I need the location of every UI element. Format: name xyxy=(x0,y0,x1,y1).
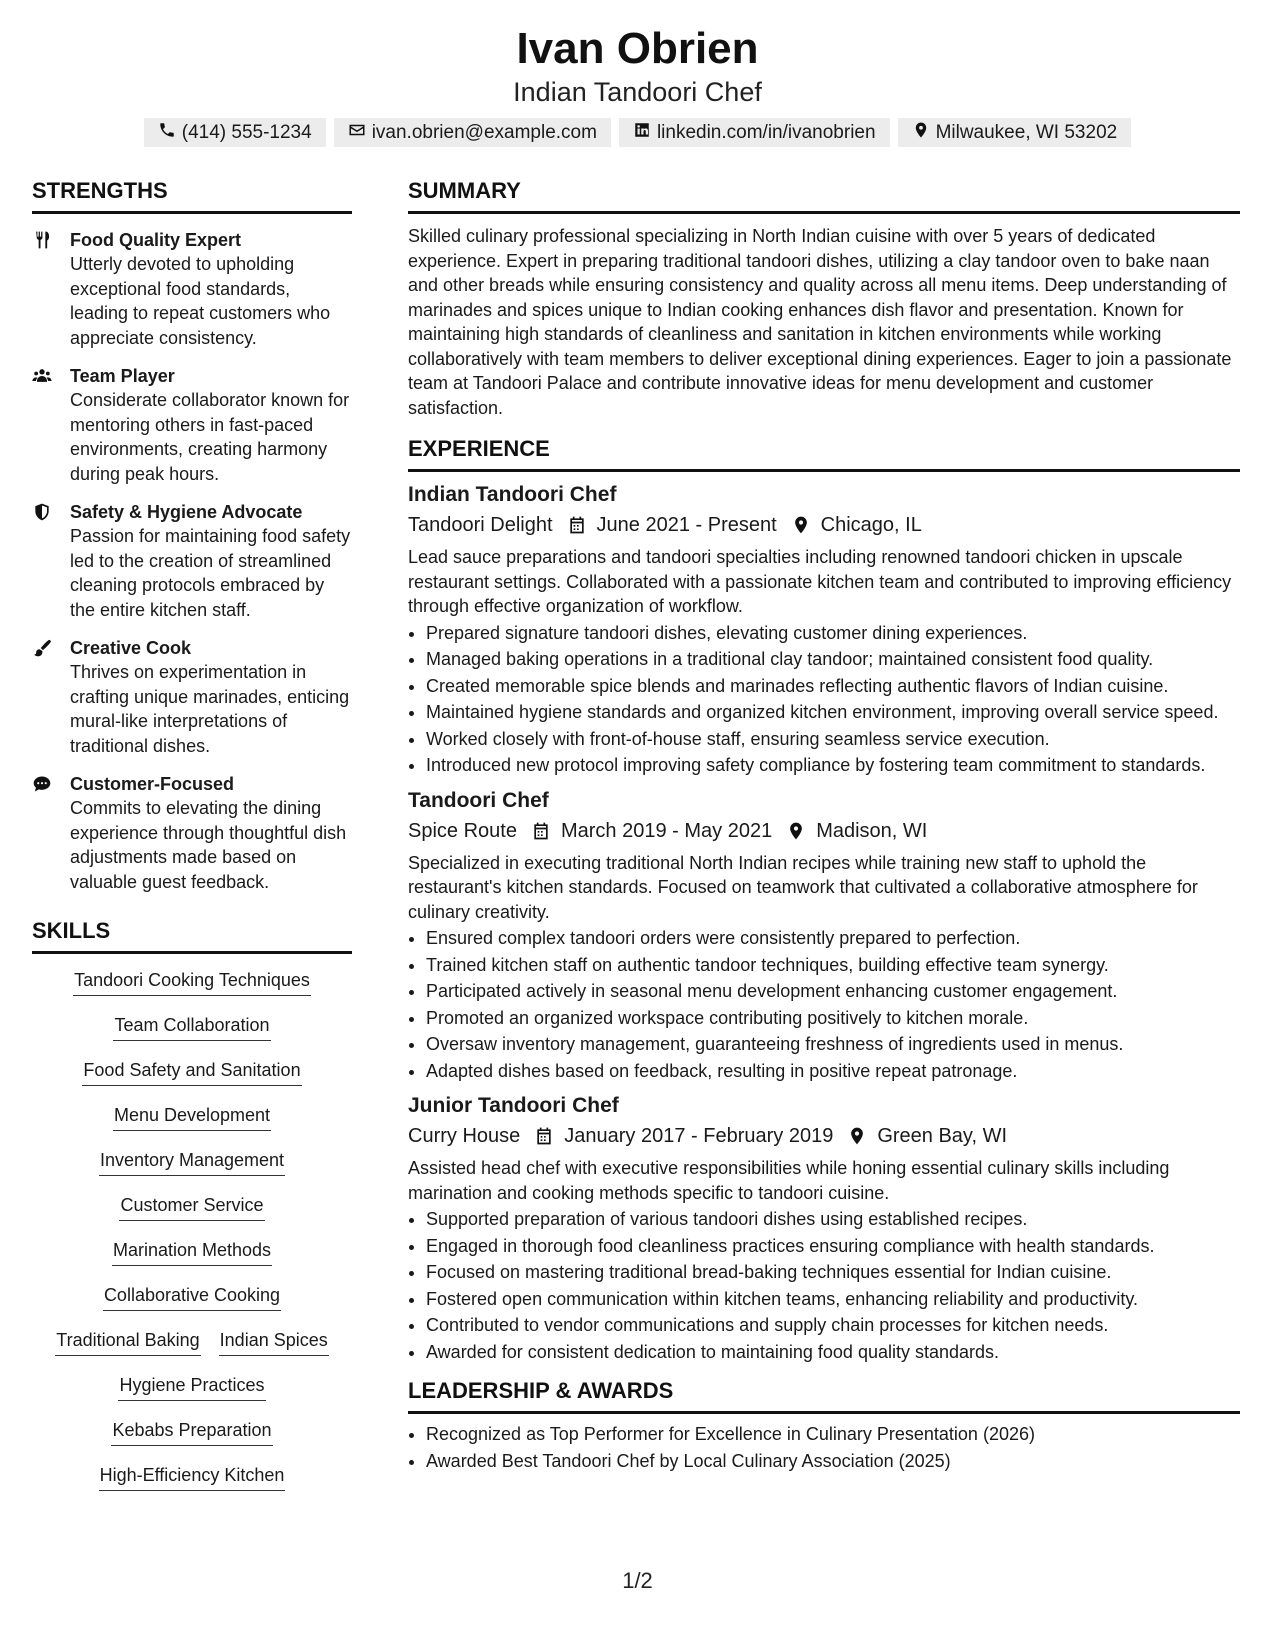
phone-icon xyxy=(158,121,176,145)
candidate-name: Ivan Obrien xyxy=(516,24,759,73)
strength-desc: Thrives on experimentation in crafting unique marinades, enticing mural-like interpretations of traditional dishes. xyxy=(70,662,350,756)
map-pin-icon xyxy=(786,821,806,841)
right-column xyxy=(408,176,1240,1475)
utensils-icon xyxy=(32,228,70,350)
job-bullets xyxy=(408,1207,1240,1364)
list-item: • Promoted an organized workspace contributing positively to kitchen morale. xyxy=(426,1006,1240,1031)
skill-tag: Marination Methods xyxy=(112,1238,272,1266)
shield-icon xyxy=(32,500,70,622)
skills-heading: SKILLS xyxy=(32,916,352,954)
job-meta xyxy=(408,510,1240,540)
job-meta xyxy=(408,1121,1240,1151)
job-title: Indian Tandoori Chef xyxy=(408,483,617,506)
location-text: Milwaukee, WI 53202 xyxy=(935,121,1118,143)
strengths-heading: STRENGTHS xyxy=(32,176,352,214)
list-item: • Managed baking operations in a traditional clay tandoor; maintained consistent food quality. xyxy=(426,647,1240,672)
strength-desc: Utterly devoted to upholding exceptional food standards, leading to repeat customers who appreciate consistency. xyxy=(70,254,331,348)
awards-heading: LEADERSHIP & AWARDS xyxy=(408,1376,1240,1414)
list-item: • Maintained hygiene standards and organized kitchen environment, improving overall service speed. xyxy=(426,700,1240,725)
job-company: Tandoori Delight xyxy=(408,514,553,536)
list-item: • Introduced new protocol improving safety compliance by fostering team commitment to standards. xyxy=(426,753,1240,778)
list-item: • Focused on mastering traditional bread-baking techniques essential for Indian cuisine. xyxy=(426,1260,1240,1285)
job-location: Madison, WI xyxy=(816,819,928,842)
strength-title: Safety & Hygiene Advocate xyxy=(70,502,303,522)
list-item: • Adapted dishes based on feedback, resulting in positive repeat patronage. xyxy=(426,1059,1240,1084)
job-dates: January 2017 - February 2019 xyxy=(564,1125,834,1147)
list-item: • Worked closely with front-of-house staff, ensuring seamless service execution. xyxy=(426,727,1240,752)
map-pin-icon xyxy=(912,121,930,145)
strength-title: Creative Cook xyxy=(70,638,192,658)
skills-list xyxy=(32,968,352,1508)
strength-desc: Passion for maintaining food safety led to the creation of streamlined cleaning protocols embraced by the entire kitchen staff. xyxy=(70,526,351,620)
contact-email[interactable] xyxy=(334,118,611,147)
skill-tag: Indian Spices xyxy=(219,1328,329,1356)
job-entry xyxy=(408,786,1240,1084)
strength-title: Customer-Focused xyxy=(70,774,235,794)
list-item: • Awarded Best Tandoori Chef by Local Culinary Association (2025) xyxy=(426,1449,1240,1474)
job-bullets xyxy=(408,621,1240,778)
calendar-icon xyxy=(531,821,551,841)
summary-heading: SUMMARY xyxy=(408,176,1240,214)
email-text: ivan.obrien@example.com xyxy=(371,121,597,143)
list-item: • Contributed to vendor communications and supply chain processes for kitchen needs. xyxy=(426,1313,1240,1338)
list-item: • Supported preparation of various tandoori dishes using established recipes. xyxy=(426,1207,1240,1232)
skill-tag: Food Safety and Sanitation xyxy=(82,1058,301,1086)
skill-tag: High-Efficiency Kitchen xyxy=(99,1463,286,1491)
summary-text: Skilled culinary professional specializing in North Indian cuisine with over 5 years of dedicated experience. Expert in preparing traditional tandoori dishes, utilizing a clay tandoor oven to bake naan and other breads while ensuring consistency and quality across all menu items. Deep understanding of marinades and spices unique to Indian cooking enhances dish flavor and presentation. Known for maintaining high standards of cleanliness and sanitation in kitchen environments while working collaboratively with team members to deliver exceptional dining experiences. Eager to join a passionate team at Tandoori Palace and contribute innovative ideas for menu development and customer satisfaction. xyxy=(408,226,1232,418)
contact-bar xyxy=(0,118,1275,147)
map-pin-icon xyxy=(791,515,811,535)
page-number: 1/2 xyxy=(622,1568,653,1593)
list-item: • Awarded for consistent dedication to maintaining food quality standards. xyxy=(426,1340,1240,1365)
list-item: • Oversaw inventory management, guaranteeing freshness of ingredients used in menus. xyxy=(426,1032,1240,1057)
job-title: Junior Tandoori Chef xyxy=(408,1094,619,1117)
job-dates: June 2021 - Present xyxy=(596,514,777,536)
contact-linkedin[interactable] xyxy=(619,118,890,147)
experience-heading: EXPERIENCE xyxy=(408,434,1240,472)
strength-item xyxy=(32,364,352,486)
strength-desc: Commits to elevating the dining experience through thoughtful dish adjustments made based on valuable guest feedback. xyxy=(70,798,347,892)
job-description: Specialized in executing traditional North Indian recipes while training new staff to uphold the restaurant's kitchen standards. Focused on teamwork that cultivated a collaborative atmosphere for culinary creativity. xyxy=(408,852,1198,922)
list-item: • Prepared signature tandoori dishes, elevating customer dining experiences. xyxy=(426,621,1240,646)
skill-tag: Kebabs Preparation xyxy=(111,1418,272,1446)
skill-tag: Team Collaboration xyxy=(113,1013,270,1041)
job-entry xyxy=(408,1091,1240,1364)
users-icon xyxy=(32,364,70,486)
job-entry xyxy=(408,480,1240,778)
list-item: • Participated actively in seasonal menu development enhancing customer engagement. xyxy=(426,979,1240,1004)
envelope-icon xyxy=(348,121,366,145)
job-company: Spice Route xyxy=(408,819,517,842)
strength-title: Food Quality Expert xyxy=(70,230,242,250)
list-item: • Engaged in thorough food cleanliness practices ensuring compliance with health standards. xyxy=(426,1234,1240,1259)
job-bullets xyxy=(408,926,1240,1083)
job-description: Lead sauce preparations and tandoori specialties including renowned tandoori chicken in upscale restaurant settings. Collaborated with a passionate kitchen team and contributed to improving efficiency through effective organization of workflow. xyxy=(408,547,1232,616)
skill-tag: Inventory Management xyxy=(99,1148,285,1176)
candidate-title: Indian Tandoori Chef xyxy=(513,77,762,107)
skill-tag: Tandoori Cooking Techniques xyxy=(73,968,311,996)
contact-location xyxy=(898,118,1132,147)
list-item: • Fostered open communication within kitchen teams, enhancing reliability and productivity. xyxy=(426,1287,1240,1312)
job-company: Curry House xyxy=(408,1125,521,1147)
calendar-icon xyxy=(534,1126,554,1146)
job-description: Assisted head chef with executive responsibilities while honing essential culinary skills including marination and cooking methods specific to tandoori cuisine. xyxy=(408,1158,1170,1203)
job-meta xyxy=(408,816,1240,846)
skill-tag: Hygiene Practices xyxy=(118,1373,265,1401)
list-item: • Created memorable spice blends and marinades reflecting authentic flavors of Indian cuisine. xyxy=(426,674,1240,699)
strength-item xyxy=(32,772,352,894)
strength-desc: Considerate collaborator known for mentoring others in fast-paced environments, creating harmony during peak hours. xyxy=(70,390,350,484)
left-column xyxy=(32,176,352,1508)
linkedin-text: linkedin.com/in/ivanobrien xyxy=(656,121,876,143)
job-location: Chicago, IL xyxy=(820,514,922,536)
skill-tag: Traditional Baking xyxy=(55,1328,200,1356)
strength-item xyxy=(32,500,352,622)
job-title: Tandoori Chef xyxy=(408,788,549,812)
strength-title: Team Player xyxy=(70,366,175,386)
contact-phone xyxy=(144,118,326,147)
resume-header xyxy=(0,0,1275,147)
job-location: Green Bay, WI xyxy=(877,1125,1007,1147)
skill-tag: Collaborative Cooking xyxy=(103,1283,281,1311)
strength-item xyxy=(32,636,352,758)
skill-tag: Menu Development xyxy=(113,1103,271,1131)
list-item: • Ensured complex tandoori orders were consistently prepared to perfection. xyxy=(426,926,1240,951)
awards-list xyxy=(408,1422,1240,1473)
paint-brush-icon xyxy=(32,636,70,758)
list-item: • Recognized as Top Performer for Excellence in Culinary Presentation (2026) xyxy=(426,1422,1240,1447)
calendar-icon xyxy=(567,515,587,535)
linkedin-icon xyxy=(633,121,651,145)
comment-icon xyxy=(32,772,70,894)
skill-tag: Customer Service xyxy=(119,1193,264,1221)
strength-item xyxy=(32,228,352,350)
list-item: • Trained kitchen staff on authentic tandoor techniques, building effective team synergy. xyxy=(426,953,1240,978)
phone-text: (414) 555-1234 xyxy=(181,121,312,143)
map-pin-icon xyxy=(847,1126,867,1146)
job-dates: March 2019 - May 2021 xyxy=(560,819,773,842)
